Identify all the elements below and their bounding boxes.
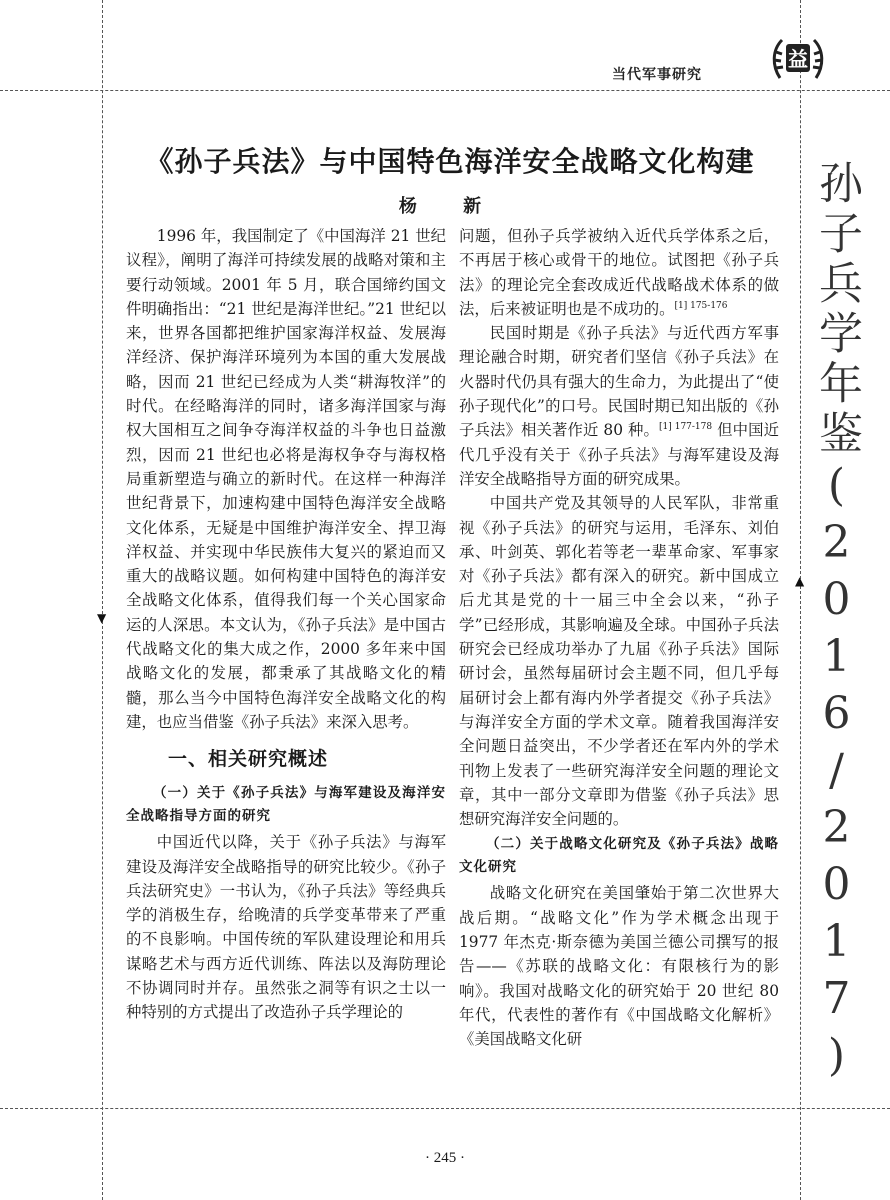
journal-logo-icon <box>770 32 826 86</box>
subsection-heading-1: （一）关于《孙子兵法》与海军建设及海洋安全战略指导方面的研究 <box>126 785 446 825</box>
article-title: 《孙子兵法》与中国特色海洋安全战略文化构建 <box>145 145 755 178</box>
arrow-up-icon: ▲ <box>795 574 805 588</box>
svg-text:益: 益 <box>788 47 808 71</box>
citation-2: [1] 177-178 <box>659 422 713 433</box>
crop-line-right <box>800 0 801 1200</box>
crop-line-bottom <box>0 1108 890 1109</box>
running-head: 当代军事研究 <box>612 67 702 83</box>
right-column <box>459 224 779 1052</box>
paragraph-continued: 问题，但孙子兵学被纳入近代兵学体系之后，不再居于核心或骨干的地位。试图把《孙子兵法》的理论完全套改成近代战略战术体系的做法，后来被证明也是不成功的。$^{[1] 175-176}$ <box>459 227 779 318</box>
crop-line-top <box>0 90 890 91</box>
crop-line-left <box>102 0 103 1200</box>
left-column <box>126 224 446 1025</box>
paragraph-cpc-research: 中国共产党及其领导的人民军队，非常重视《孙子兵法》的研究与运用，毛泽东、刘伯承、叶剑英、郭化若等老一辈革命家、军事家对《孙子兵法》都有深入的研究。新中国成立后尤其是党的十一届三中全会以来，“孙子学”已经形成，其影响遍及全球。中国孙子兵法研究会已经成功举办了九届《孙子兵法》国际研讨会，虽然每届研讨会主题不同，但几乎每届研讨会上都有海内外学者提交《孙子兵法》与海洋安全方面的学术文章。随着我国海洋安全问题日益突出，不少学者还在军内外的学术刊物上发表了一些研究海洋安全问题的理论文章，其中一部分文章即为借鉴《孙子兵法》思想研究海洋安全问题的。 <box>459 494 779 829</box>
paragraph-strategic-culture: 战略文化研究在美国肇始于第二次世界大战后期。“战略文化”作为学术概念出现于 1977 年杰克·斯奈德为美国兰德公司撰写的报告——《苏联的战略文化：有限核行为的影响》。我国对战略文化的研究始于 20 世纪 80 年代，代表性的著作有《中国战略文化解析》《美国战略文化研 <box>459 884 779 1049</box>
article-author: 杨 新 <box>398 196 502 217</box>
page-number: · 245 · <box>425 1150 465 1166</box>
arrow-down-icon: ▼ <box>97 611 107 625</box>
paragraph-republic-era: 民国时期是《孙子兵法》与近代西方军事理论融合时期，研究者们坚信《孙子兵法》在火器时代仍具有强大的生命力，为此提出了“使孙子现代化”的口号。民国时期已知出版的《孙子兵法》相关著作近 80 种。$^{[1] 177-178}$ 但中国近代几乎没有关于《孙子兵法》与海军建设及海洋安全战略指导方面的研究成果。 <box>459 324 779 488</box>
subsection-heading-2: （二）关于战略文化研究及《孙子兵法》战略文化研究 <box>459 836 779 876</box>
paragraph-intro: 1996 年，我国制定了《中国海洋 21 世纪议程》，阐明了海洋可持续发展的战略对策和主要行动领域。2001 年 5 月，联合国缔约国文件明确指出：“21 世纪是海洋世纪。”21 世纪以来，世界各国都把维护国家海洋权益、发展海洋经济、保护海洋环境列为本国的重大发展战略，因而 21 世纪已经成为人类“耕海牧洋”的时代。在经略海洋的同时，诸多海洋国家与海权大国相互之间争夺海洋权益的斗争也日益激烈，因而 21 世纪也必将是海权争夺与海权格局重新塑造与确立的新时代。在这样一种海洋世纪背景下，加速构建中国特色海洋安全战略文化体系，无疑是中国维护海洋安全、捍卫海洋权益、并实现中华民族伟大复兴的紧迫而又重大的战略议题。如何构建中国特色的海洋安全战略文化体系，值得我们每一个关心国家命运的人深思。本文认为，《孙子兵法》是中国古代战略文化的集大成之作，2000 多年来中国战略文化的发展，都秉承了其战略文化的精髓，那么当今中国特色海洋安全战略文化的构建，也应当借鉴《孙子兵法》来深入思考。 <box>126 227 446 731</box>
citation-1: [1] 175-176 <box>674 300 728 311</box>
yearbook-side-title: 孙子兵学年鉴(2016/2017) <box>811 160 862 1087</box>
paragraph-modern-research: 中国近代以降，关于《孙子兵法》与海军建设及海洋安全战略指导的研究比较少。《孙子兵法研究史》一书认为，《孙子兵法》等经典兵学的消极生存，给晚清的兵学变革带来了严重的不良影响。中国传统的军队建设理论和用兵谋略艺术与西方近代训练、阵法以及海防理论不协调同时并存。虽然张之洞等有识之士以一种特别的方式提出了改造孙子兵学理论的 <box>126 833 446 1022</box>
section-heading-1: 一、相关研究概述 <box>168 748 329 771</box>
